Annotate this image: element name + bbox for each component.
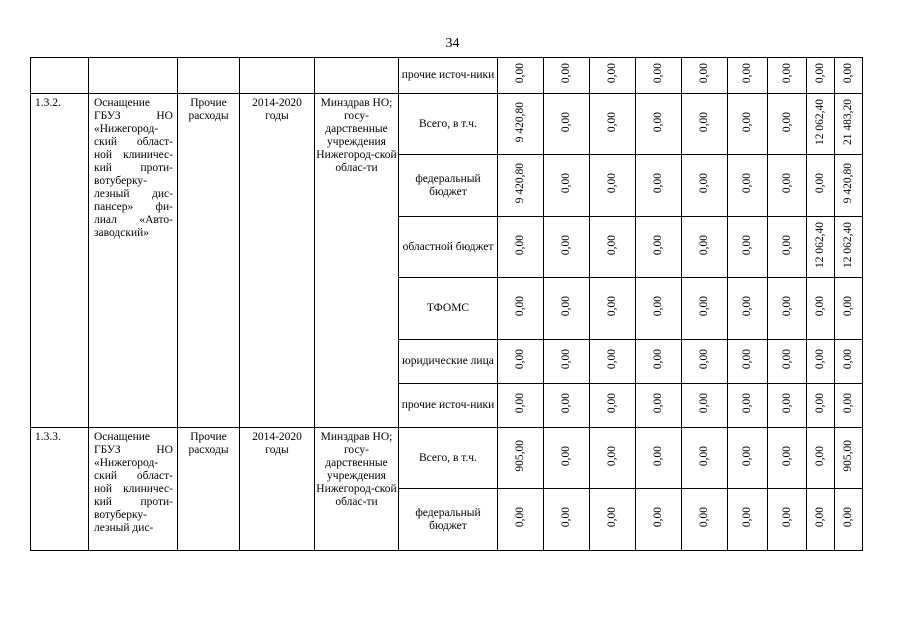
amount-value: 0,00	[698, 63, 710, 84]
amount-value: 0,00	[814, 393, 826, 414]
executor-cell: Минздрав НО; госу-дарственные учреждения Нижегород-ской облас-ти	[315, 428, 399, 551]
amount-cell	[544, 489, 590, 551]
amount-value: 0,00	[560, 63, 572, 84]
amount-value: 9 420,80	[514, 101, 526, 143]
amount-value: 905,00	[514, 440, 526, 472]
amount-cell	[590, 278, 636, 340]
amount-value: 12 062,40	[814, 222, 826, 268]
amount-cell	[544, 58, 590, 94]
amount-cell	[590, 155, 636, 217]
amount-cell	[728, 217, 768, 278]
amount-value: 0,00	[780, 507, 793, 528]
amount-value: 0,00	[560, 445, 572, 467]
amount-cell	[728, 384, 768, 428]
amount-value: 0,00	[560, 296, 572, 317]
amount-value: 0,00	[780, 445, 793, 467]
amount-value: 0,00	[741, 173, 753, 194]
cost-type-cell: Прочие расходы	[178, 428, 240, 551]
amount-cell	[807, 340, 835, 384]
amount-cell	[768, 489, 807, 551]
amount-cell	[768, 217, 807, 278]
amount-value: 0,00	[606, 349, 618, 370]
amount-value: 0,00	[780, 393, 793, 414]
amount-value: 0,00	[652, 349, 664, 370]
amount-value: 0,00	[514, 507, 526, 528]
funding-source-cell: областной бюджет	[399, 217, 498, 278]
table-row	[31, 428, 863, 489]
funding-source-cell: федеральный бюджет	[399, 489, 498, 551]
funding-source-cell: прочие источ-ники	[399, 58, 498, 94]
amount-cell	[590, 217, 636, 278]
amount-value: 0,00	[652, 173, 664, 194]
amount-value: 0,00	[560, 173, 572, 194]
amount-cell	[835, 489, 863, 551]
amount-value: 0,00	[514, 349, 526, 370]
amount-cell	[544, 340, 590, 384]
amount-value: 0,00	[606, 507, 618, 528]
amount-cell	[768, 428, 807, 489]
amount-cell	[498, 428, 544, 489]
amount-value: 0,00	[842, 349, 854, 370]
amount-value: 0,00	[652, 63, 664, 84]
amount-cell	[728, 489, 768, 551]
amount-cell	[728, 278, 768, 340]
amount-value: 0,00	[606, 393, 618, 414]
amount-cell	[807, 428, 835, 489]
amount-cell	[807, 278, 835, 340]
amount-cell	[682, 58, 728, 94]
amount-cell	[498, 58, 544, 94]
amount-value: 0,00	[560, 507, 572, 528]
amount-cell	[544, 217, 590, 278]
amount-cell	[498, 155, 544, 217]
amount-cell	[768, 94, 807, 155]
amount-value: 0,00	[741, 349, 753, 370]
amount-value: 0,00	[814, 349, 826, 370]
amount-cell	[636, 489, 682, 551]
amount-cell	[590, 428, 636, 489]
amount-value: 0,00	[652, 111, 664, 133]
amount-cell	[636, 58, 682, 94]
amount-cell	[590, 384, 636, 428]
amount-cell	[835, 94, 863, 155]
amount-cell	[807, 489, 835, 551]
funding-source-cell: ТФОМС	[399, 278, 498, 340]
amount-value: 0,00	[698, 393, 710, 414]
amount-value: 0,00	[652, 234, 664, 256]
amount-value: 0,00	[514, 234, 526, 256]
amount-value: 0,00	[814, 63, 826, 84]
item-name-cell: Оснащение ГБУЗ НО «Нижегород-ский област-ной клиничес-кий проти-вотуберку-лезный дис-пансер» фи-лиал «Авто-заводский»	[89, 94, 178, 428]
amount-value: 0,00	[842, 63, 854, 84]
amount-value: 0,00	[652, 507, 664, 528]
amount-value: 0,00	[814, 507, 826, 528]
amount-value: 0,00	[741, 111, 753, 133]
item-number-cell: 1.3.2.	[31, 94, 89, 428]
amount-cell	[835, 340, 863, 384]
amount-cell	[768, 58, 807, 94]
amount-cell	[728, 428, 768, 489]
amount-value: 0,00	[741, 445, 753, 467]
amount-cell	[768, 384, 807, 428]
amount-value: 0,00	[814, 445, 826, 467]
amount-cell	[807, 58, 835, 94]
empty-cell	[240, 58, 315, 94]
amount-value: 0,00	[780, 296, 793, 317]
amount-cell	[636, 155, 682, 217]
amount-cell	[590, 340, 636, 384]
amount-value: 0,00	[698, 296, 710, 317]
amount-cell	[807, 94, 835, 155]
amount-cell	[728, 94, 768, 155]
amount-cell	[544, 94, 590, 155]
period-cell: 2014-2020 годы	[240, 94, 315, 428]
amount-cell	[590, 489, 636, 551]
amount-value: 0,00	[741, 393, 753, 414]
cost-type-cell: Прочие расходы	[178, 94, 240, 428]
funding-source-cell: Всего, в т.ч.	[399, 428, 498, 489]
amount-value: 0,00	[741, 296, 753, 317]
item-number-cell: 1.3.3.	[31, 428, 89, 551]
amount-cell	[682, 278, 728, 340]
amount-cell	[835, 58, 863, 94]
amount-value: 0,00	[514, 63, 526, 84]
amount-cell	[682, 94, 728, 155]
amount-value: 0,00	[606, 63, 618, 84]
amount-value: 0,00	[698, 507, 710, 528]
amount-cell	[682, 428, 728, 489]
amount-cell	[544, 278, 590, 340]
amount-cell	[835, 155, 863, 217]
amount-cell	[835, 217, 863, 278]
amount-value: 0,00	[514, 393, 526, 414]
amount-cell	[768, 340, 807, 384]
empty-cell	[89, 58, 178, 94]
amount-value: 0,00	[741, 63, 753, 84]
amount-cell	[636, 217, 682, 278]
period-cell: 2014-2020 годы	[240, 428, 315, 551]
amount-value: 0,00	[698, 111, 710, 133]
amount-cell	[728, 155, 768, 217]
amount-value: 0,00	[842, 296, 854, 317]
amount-cell	[682, 155, 728, 217]
amount-value: 0,00	[780, 349, 793, 370]
amount-value: 0,00	[560, 234, 572, 256]
amount-value: 0,00	[560, 349, 572, 370]
amount-value: 0,00	[842, 507, 854, 528]
amount-value: 0,00	[698, 173, 710, 194]
amount-value: 0,00	[652, 393, 664, 414]
amount-cell	[807, 384, 835, 428]
amount-cell	[544, 384, 590, 428]
funding-source-cell: федеральный бюджет	[399, 155, 498, 217]
amount-cell	[636, 384, 682, 428]
amount-cell	[544, 428, 590, 489]
amount-value: 0,00	[606, 445, 618, 467]
budget-table	[30, 57, 863, 551]
funding-source-cell: юридические лица	[399, 340, 498, 384]
amount-value: 0,00	[514, 296, 526, 317]
empty-cell	[178, 58, 240, 94]
amount-value: 9 420,80	[514, 163, 526, 204]
amount-value: 12 062,40	[814, 99, 826, 145]
amount-cell	[682, 489, 728, 551]
amount-cell	[682, 340, 728, 384]
amount-cell	[682, 384, 728, 428]
amount-cell	[636, 428, 682, 489]
amount-value: 0,00	[652, 445, 664, 467]
funding-source-cell: прочие источ-ники	[399, 384, 498, 428]
amount-value: 905,00	[842, 440, 854, 472]
amount-cell	[768, 278, 807, 340]
funding-source-cell: Всего, в т.ч.	[399, 94, 498, 155]
table-row	[31, 58, 863, 94]
amount-cell	[498, 94, 544, 155]
amount-cell	[498, 384, 544, 428]
amount-value: 0,00	[780, 234, 793, 256]
amount-value: 0,00	[698, 445, 710, 467]
amount-cell	[498, 278, 544, 340]
amount-cell	[807, 217, 835, 278]
amount-value: 21 483,20	[842, 99, 854, 145]
amount-value: 0,00	[652, 296, 664, 317]
amount-value: 0,00	[698, 349, 710, 370]
amount-cell	[590, 94, 636, 155]
amount-cell	[636, 278, 682, 340]
amount-value: 0,00	[606, 111, 618, 133]
empty-cell	[315, 58, 399, 94]
amount-value: 0,00	[560, 111, 572, 133]
amount-value: 0,00	[741, 234, 753, 256]
amount-value: 0,00	[780, 63, 793, 84]
amount-value: 0,00	[560, 393, 572, 414]
amount-cell	[636, 94, 682, 155]
amount-cell	[544, 155, 590, 217]
amount-cell	[835, 278, 863, 340]
amount-cell	[835, 428, 863, 489]
empty-cell	[31, 58, 89, 94]
executor-cell: Минздрав НО; госу-дарственные учреждения Нижегород-ской облас-ти	[315, 94, 399, 428]
amount-value: 0,00	[780, 173, 793, 194]
table-row	[31, 94, 863, 155]
amount-value: 0,00	[741, 507, 753, 528]
amount-cell	[498, 340, 544, 384]
amount-value: 12 062,40	[842, 222, 854, 268]
amount-value: 0,00	[606, 234, 618, 256]
amount-cell	[835, 384, 863, 428]
item-name-cell: Оснащение ГБУЗ НО «Нижегород-ский област-ной клиничес-кий проти-вотуберку-лезный дис-	[89, 428, 178, 551]
amount-value: 9 420,80	[842, 163, 854, 204]
amount-value: 0,00	[606, 173, 618, 194]
amount-cell	[728, 340, 768, 384]
page-number: 34	[445, 36, 460, 51]
amount-value: 0,00	[842, 393, 854, 414]
amount-cell	[728, 58, 768, 94]
amount-cell	[768, 155, 807, 217]
amount-value: 0,00	[780, 111, 793, 133]
amount-cell	[590, 58, 636, 94]
amount-cell	[682, 217, 728, 278]
amount-cell	[498, 489, 544, 551]
amount-value: 0,00	[606, 296, 618, 317]
amount-value: 0,00	[814, 296, 826, 317]
amount-cell	[498, 217, 544, 278]
amount-value: 0,00	[698, 234, 710, 256]
amount-cell	[807, 155, 835, 217]
amount-cell	[636, 340, 682, 384]
amount-value: 0,00	[814, 173, 826, 194]
